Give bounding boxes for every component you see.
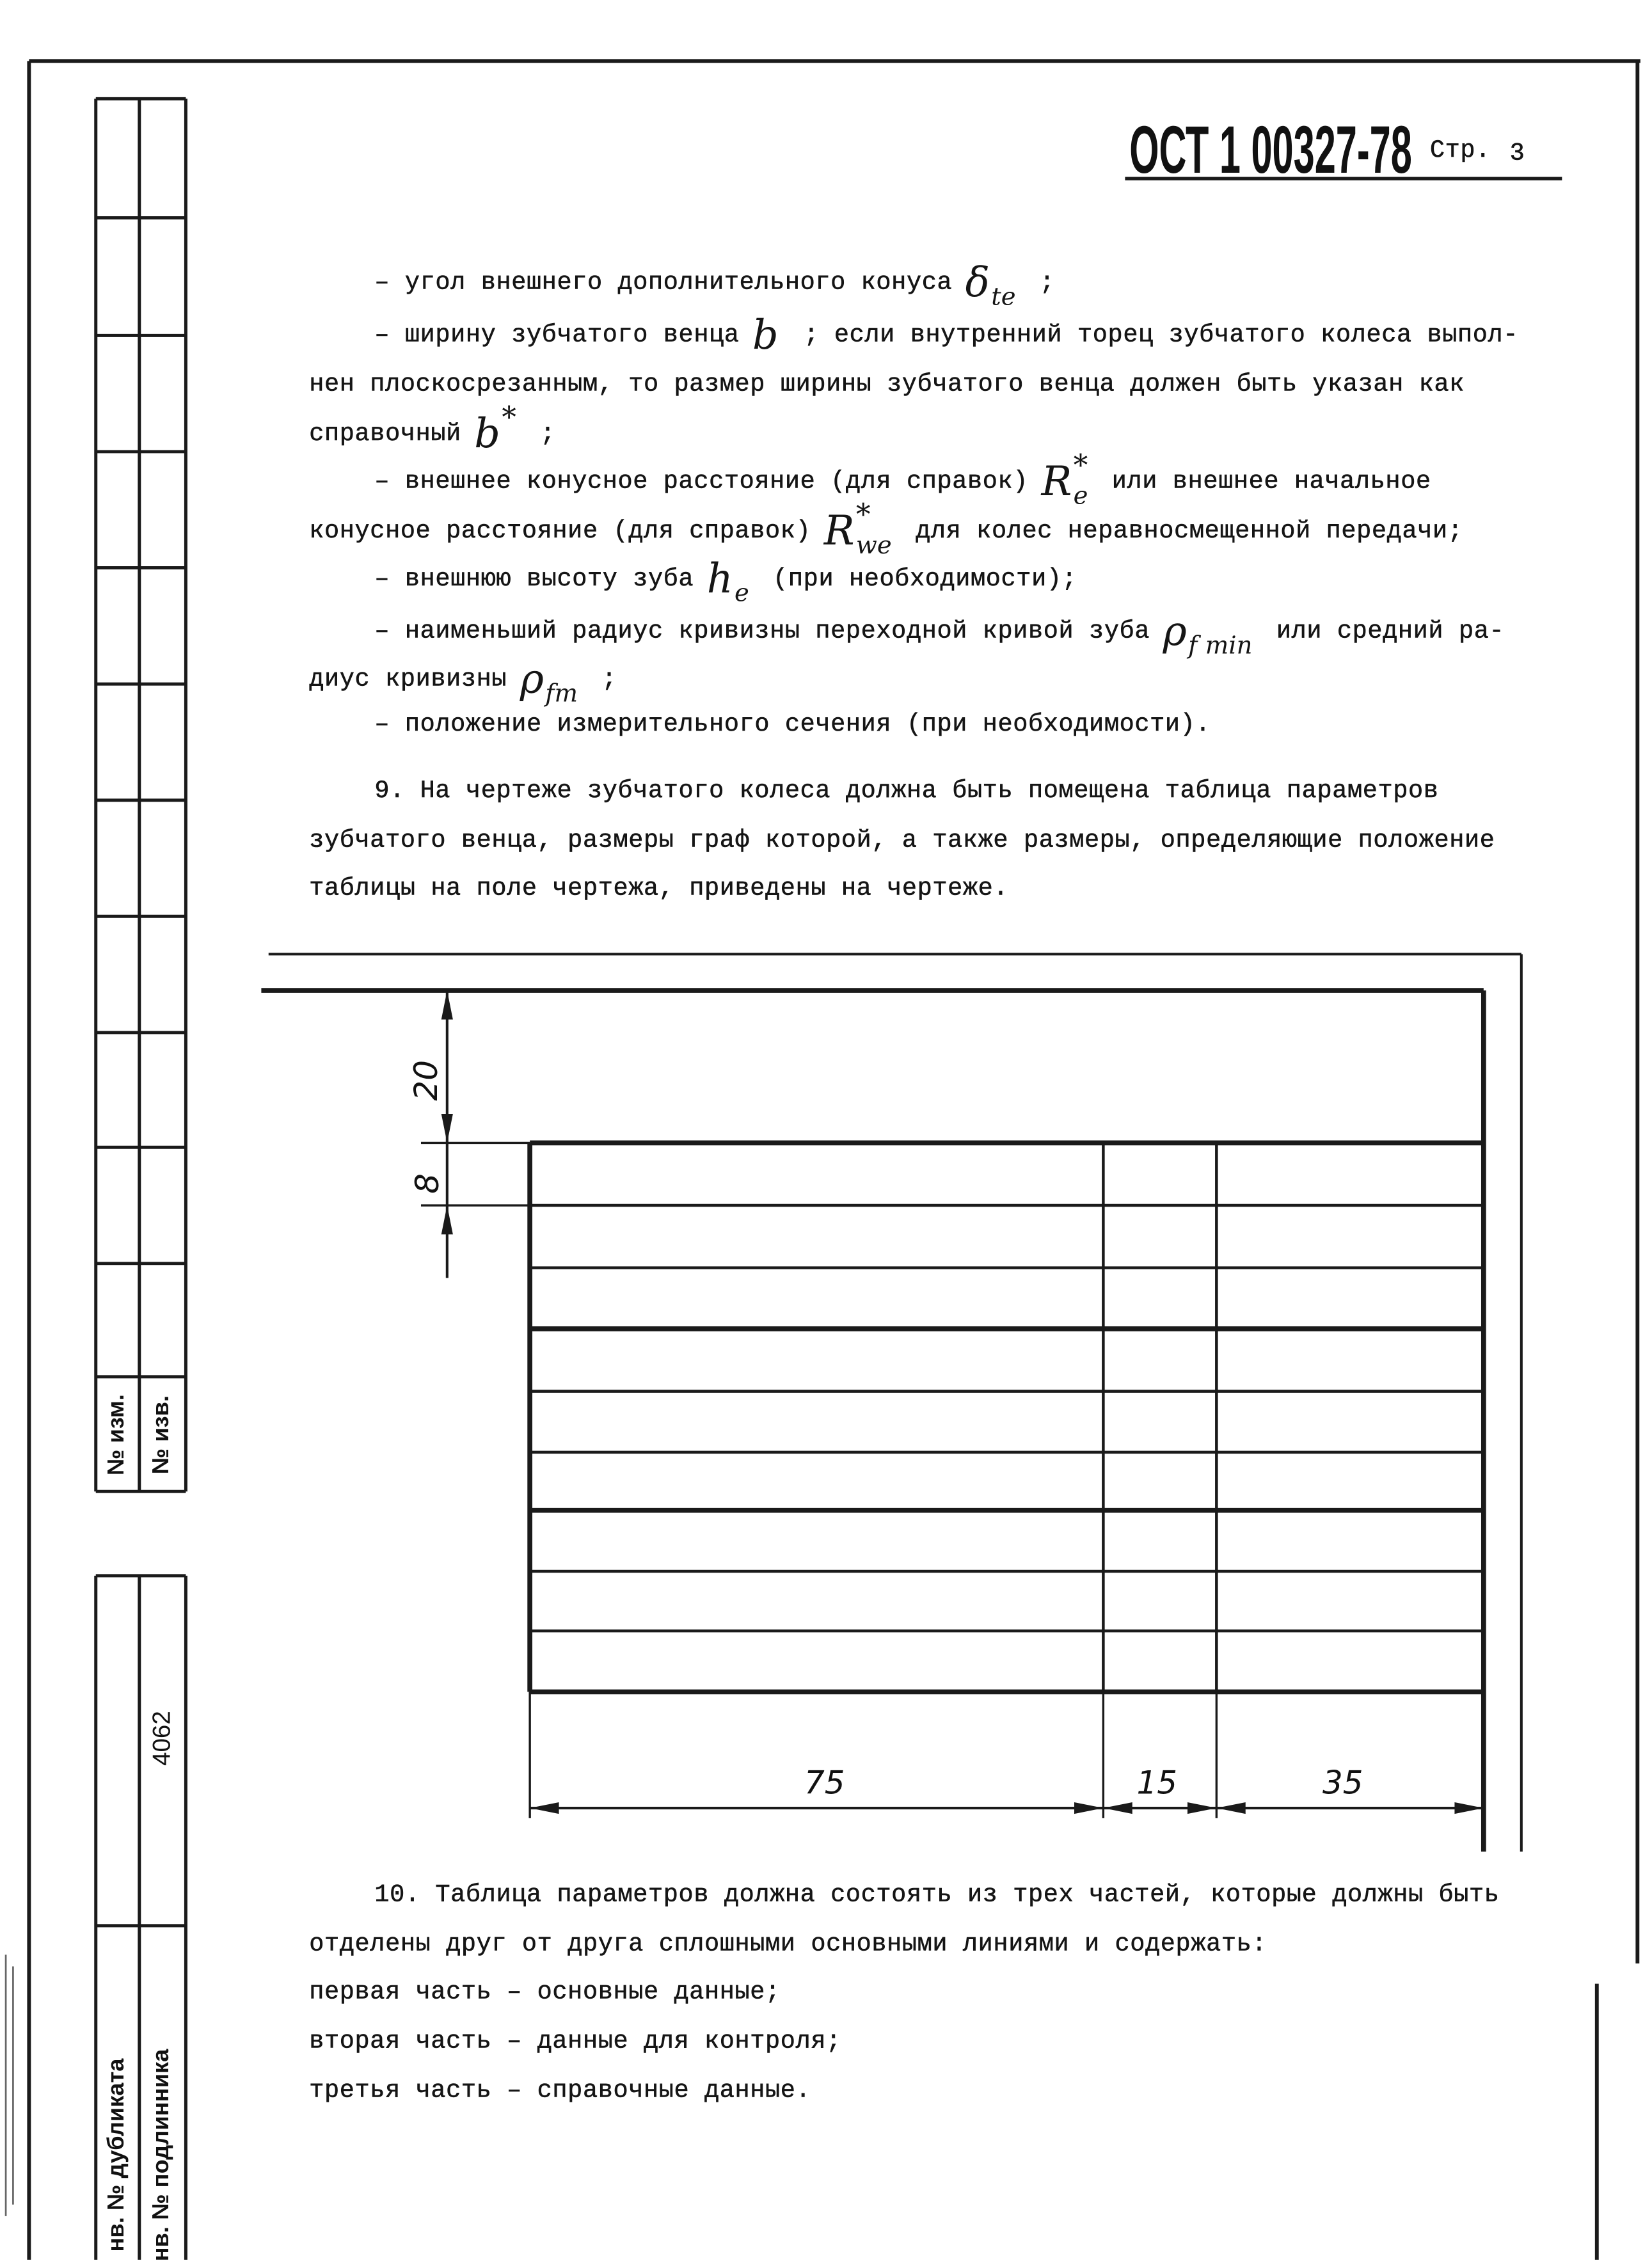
table-drawing	[261, 954, 1521, 1852]
item-text: ;	[525, 421, 556, 449]
symbol-base: R	[1041, 457, 1072, 505]
item-tooth-height	[374, 555, 1077, 609]
item-measuring-section: – положение измерительного сечения (при необходимости).	[374, 711, 1211, 740]
item-face-width-reference	[309, 399, 556, 458]
symbol-base: ρ	[520, 654, 544, 703]
item-outer-cone-distance	[374, 447, 1431, 512]
item-text: для колес неравносмещенной передачи;	[900, 518, 1463, 546]
symbol-scripts	[1073, 447, 1088, 512]
document-code: ОСТ 1 00327-78	[1129, 111, 1412, 187]
notice-number-label: № изв.	[149, 1395, 175, 1475]
change-number-label: № изм.	[104, 1394, 129, 1476]
item-text: конусное расстояние (для справок)	[309, 518, 811, 546]
symbol-superscript	[991, 257, 1015, 274]
item-text: – внешнюю высоту зуба	[374, 566, 694, 594]
symbol-base: b	[474, 409, 500, 458]
paragraph-10-line: 10. Таблица параметров должна состоять из трех частей, которые должны быть	[374, 1882, 1500, 1910]
symbol-delta-te	[965, 258, 1016, 313]
arrowhead	[1187, 1802, 1216, 1814]
symbol-r-star-we	[823, 496, 892, 561]
symbol-superscript	[735, 553, 749, 571]
duplicate-inventory-label: нв. № дубликата	[104, 2058, 129, 2252]
paragraph-10-line: третья часть – справочные данные.	[309, 2078, 811, 2106]
arrowhead	[1074, 1802, 1103, 1814]
dimension-label-top-offset: 20	[409, 1060, 446, 1101]
item-text: ;	[1024, 270, 1055, 298]
item-text: – угол внешнего дополнительного конуса	[374, 270, 953, 298]
paragraph-9-line: 9. На чертеже зубчатого колеса должна быть помещена таблица параметров	[374, 778, 1439, 806]
item-text: ;	[586, 666, 617, 695]
symbol-superscript: *	[855, 496, 871, 532]
symbol-scripts	[1188, 619, 1252, 660]
symbol-rho-f-min	[1163, 607, 1253, 661]
item-text: – внешнее конусное расстояние (для справок)	[374, 469, 1029, 497]
arrowhead	[1454, 1802, 1483, 1814]
symbol-subscript: te	[991, 283, 1016, 313]
paragraph-10-line: вторая часть – данные для контроля;	[309, 2029, 841, 2057]
symbol-subscript: e	[734, 579, 749, 609]
arrowhead	[1103, 1802, 1132, 1814]
item-text: – наименьший радиус кривизны переходной кривой зуба	[374, 618, 1150, 647]
paragraph-9-line: таблицы на поле чертежа, приведены на чертеже.	[309, 875, 1009, 903]
symbol-rho-fm	[520, 654, 578, 709]
item-fillet-radius	[374, 607, 1505, 661]
dimension-label-row-height: 8	[411, 1173, 447, 1194]
scan-edge-marks	[6, 1955, 13, 2216]
symbol-superscript	[1188, 606, 1252, 623]
arrowhead	[1216, 1802, 1245, 1814]
item-text: справочный	[309, 421, 461, 449]
notice-number-value: 4062	[148, 1711, 176, 1766]
page-number: 3	[1509, 141, 1525, 169]
symbol-b-star	[474, 399, 516, 458]
item-fillet-radius-continued	[309, 654, 617, 709]
item-text: ; если внутренний торец зубчатого колеса выпол-	[788, 322, 1519, 351]
arrowhead	[441, 990, 453, 1019]
paragraph-10-line: отделены друг от друга сплошными основными линиями и содержать:	[309, 1931, 1267, 1960]
dimension-label-column-2: 15	[1136, 1766, 1178, 1802]
item-text: диус кривизны	[309, 666, 507, 695]
symbol-subscript: f min	[1188, 631, 1253, 661]
paragraph-9-line: зубчатого венца, размеры граф которой, а также размеры, определяющие положение	[309, 827, 1495, 855]
symbol-base: R	[823, 507, 855, 555]
symbol-base: h	[706, 555, 733, 603]
item-text: (при необходимости);	[758, 566, 1077, 594]
arrowhead	[441, 1205, 453, 1234]
symbol-scripts	[502, 399, 516, 438]
symbol-scripts	[855, 496, 892, 561]
symbol-superscript: *	[502, 399, 516, 434]
symbol-scripts	[991, 270, 1015, 311]
symbol-scripts	[545, 667, 578, 708]
symbol-superscript	[545, 653, 578, 670]
paragraph-10-line: первая часть – основные данные;	[309, 1979, 781, 2008]
arrowhead	[441, 1114, 453, 1143]
margin-stamp-grid	[96, 99, 186, 2260]
symbol-base: ρ	[1163, 607, 1187, 655]
item-outer-pitch-cone-distance	[309, 496, 1463, 561]
arrowhead	[530, 1802, 559, 1814]
symbol-subscript: e	[1073, 482, 1088, 512]
item-text: или внешнее начальное	[1097, 469, 1431, 497]
item-outer-cone-angle	[374, 258, 1055, 313]
symbol-superscript: *	[1073, 447, 1088, 482]
item-face-width	[374, 310, 1519, 359]
symbol-base: b	[752, 310, 779, 359]
symbol-base: δ	[965, 258, 990, 306]
dimension-label-column-1: 75	[804, 1766, 845, 1802]
symbol-subscript: we	[855, 531, 892, 561]
dimension-label-column-3: 35	[1322, 1766, 1363, 1802]
symbol-h-e	[706, 555, 749, 609]
symbol-scripts	[735, 566, 749, 607]
original-inventory-label: нв. № подлинника	[149, 2049, 175, 2261]
symbol-r-star-e	[1041, 447, 1088, 512]
item-face-width-continued: нен плоскосрезанным, то размер ширины зубчатого венца должен быть указан как	[309, 372, 1465, 400]
item-text: или средний ра-	[1261, 618, 1505, 647]
symbol-b	[752, 310, 780, 359]
page-label: Стр.	[1429, 138, 1491, 166]
symbol-subscript: fm	[545, 679, 578, 709]
item-text: – ширину зубчатого венца	[374, 322, 740, 351]
